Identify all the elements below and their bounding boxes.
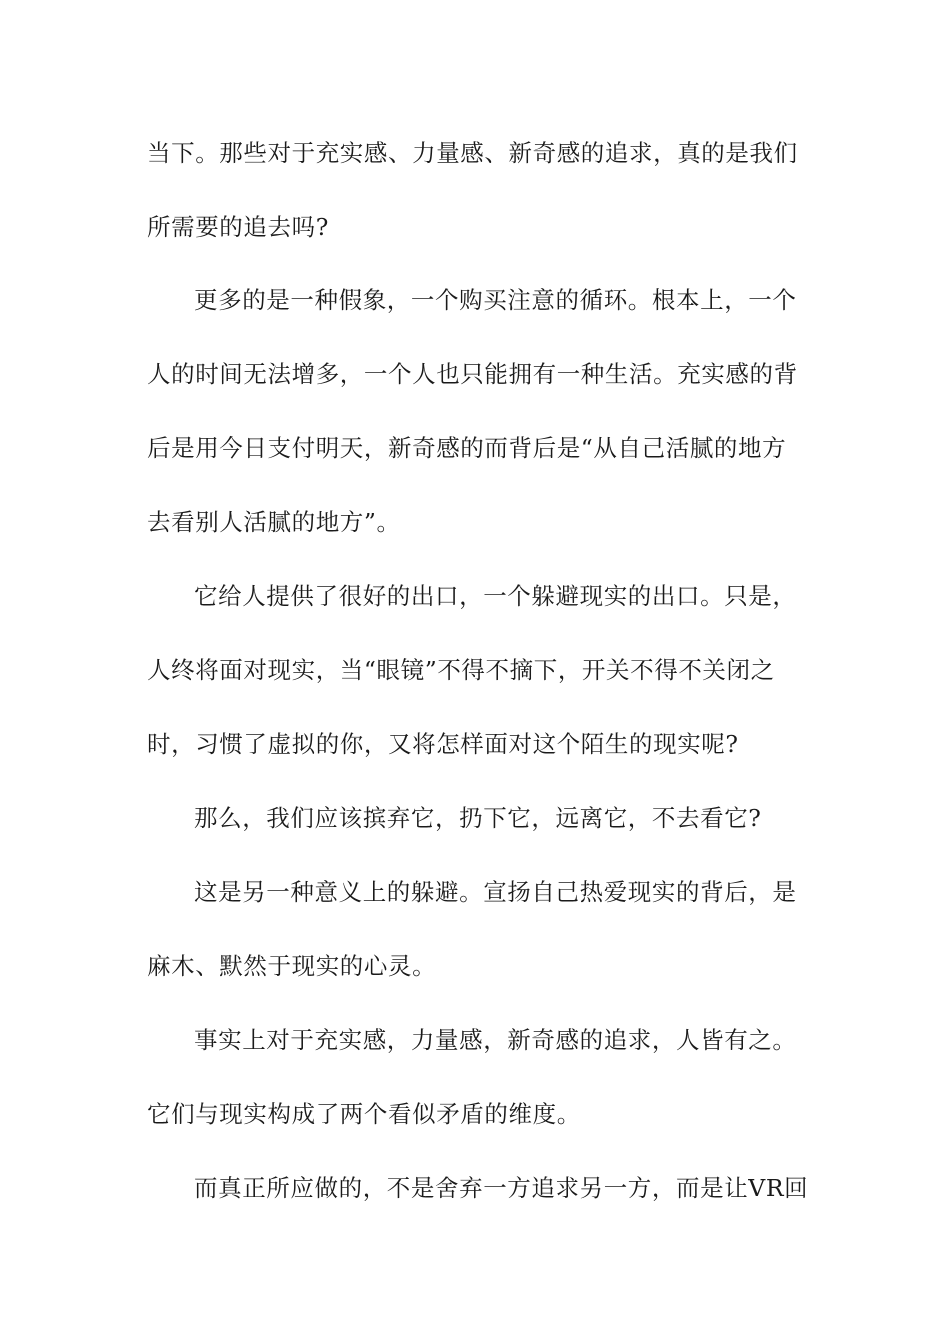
paragraph-first-line: 这是另一种意义上的躲避。宣扬自己热爱现实的背后，是 — [194, 878, 797, 906]
paragraph-first-line: 更多的是一种假象，一个购买注意的循环。根本上，一个 — [194, 286, 797, 314]
text-line: 它们与现实构成了两个看似矛盾的维度。 — [147, 1100, 581, 1128]
text-line: 后是用今日支付明天，新奇感的而背后是“从自己活腻的地方 — [147, 434, 787, 462]
paragraph-first-line: 那么，我们应该摈弃它，扔下它，远离它，不去看它? — [194, 804, 762, 832]
text-line: 人终将面对现实，当“眼镜”不得不摘下，开关不得不关闭之 — [147, 656, 775, 684]
text-line: 所需要的追去吗? — [147, 213, 329, 241]
paragraph-first-line: 它给人提供了很好的出口，一个躲避现实的出口。只是， — [194, 582, 797, 610]
text-line: 人的时间无法增多，一个人也只能拥有一种生活。充实感的背 — [147, 360, 798, 388]
text-line: 时，习惯了虚拟的你，又将怎样面对这个陌生的现实呢? — [147, 730, 739, 758]
paragraph-first-line: 事实上对于充实感，力量感，新奇感的追求，人皆有之。 — [194, 1026, 797, 1054]
text-line: 麻木、默然于现实的心灵。 — [147, 952, 437, 980]
paragraph-first-line: 而真正所应做的，不是舍弃一方追求另一方，而是让VR回 — [194, 1174, 809, 1202]
text-line: 去看别人活腻的地方”。 — [147, 508, 401, 536]
text-line: 当下。那些对于充实感、力量感、新奇感的追求，真的是我们 — [147, 139, 798, 167]
